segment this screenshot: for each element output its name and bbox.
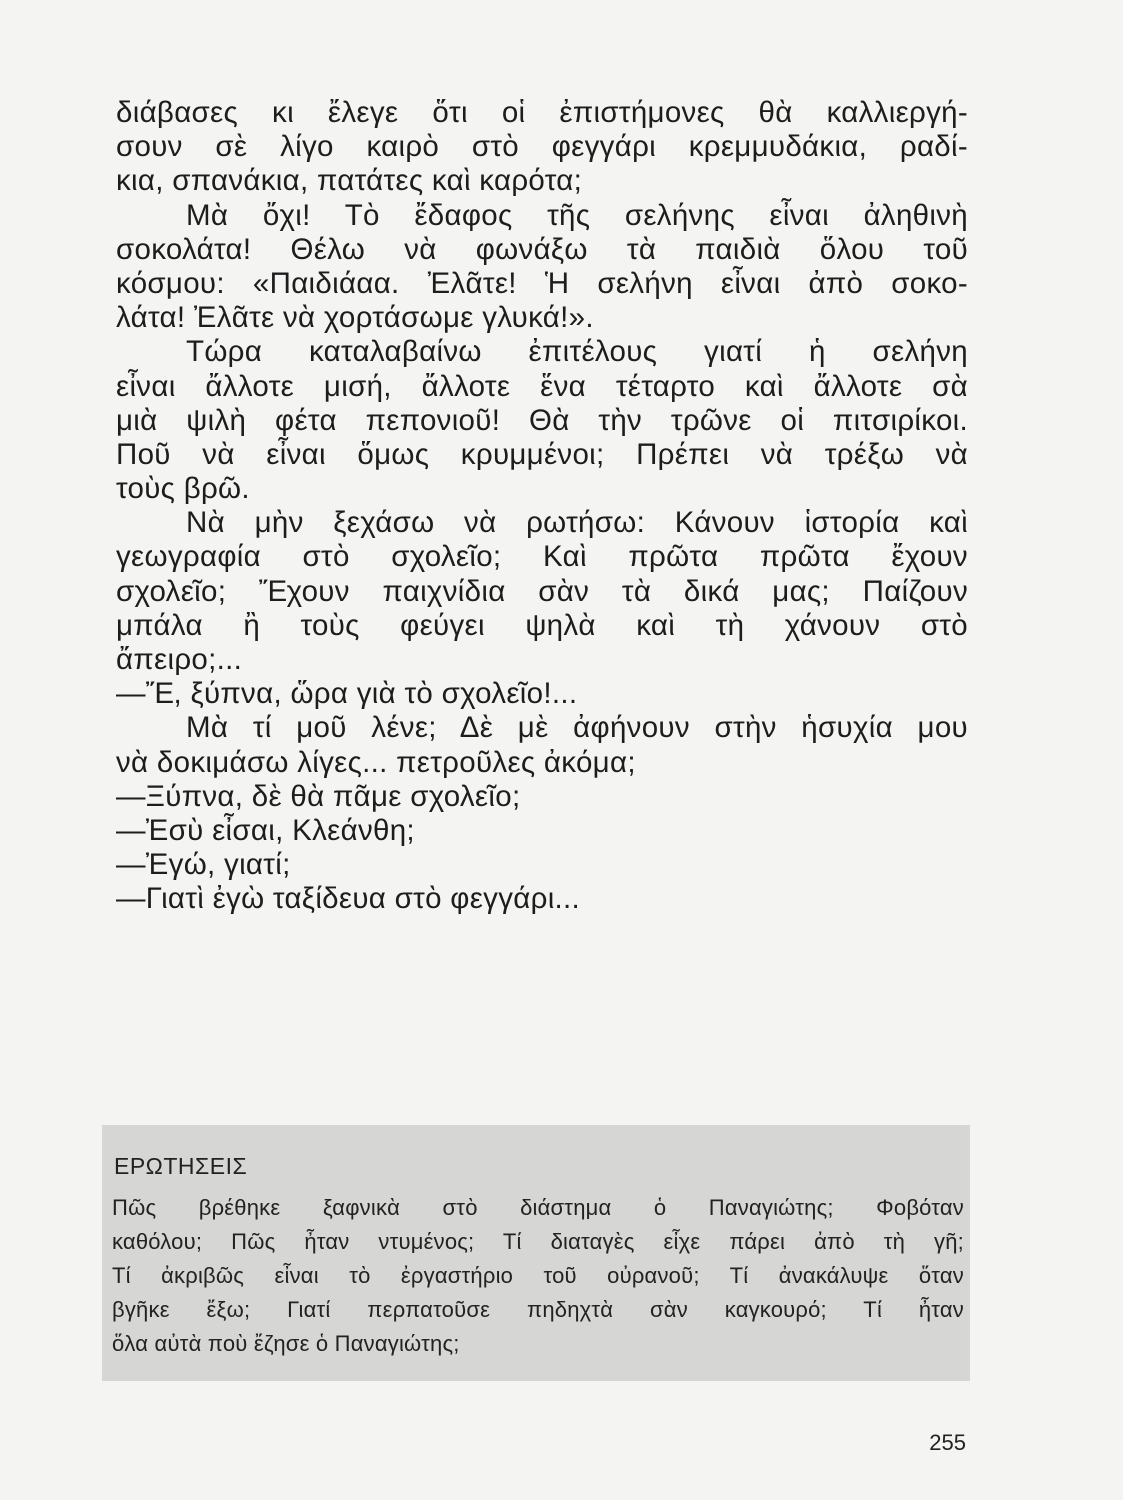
question-line: Πῶς βρέθηκε ξαφνικὰ στὸ διάστημα ὁ Παναγιώτης; Φοβόταν bbox=[112, 1195, 964, 1220]
text-line: σχολεῖο; Ἔχουν παιχνίδια σὰν τὰ δικά μας; Παίζουν bbox=[116, 574, 968, 608]
page-number: 255 bbox=[929, 1430, 966, 1455]
text-line: λάτα! Ἐλᾶτε νὰ χορτάσωμε γλυκά!». bbox=[116, 301, 594, 335]
text-line: νὰ δοκιμάσω λίγες... πετροῦλες ἀκόμα; bbox=[116, 745, 636, 779]
question-line: Τί ἀκριβῶς εἶναι τὸ ἐργαστήριο τοῦ οὐρανοῦ; Τί ἀνακάλυψε ὅταν bbox=[112, 1263, 964, 1288]
text-line: ἄπειρο;... bbox=[116, 643, 243, 676]
text-line: —Ἐγώ, γιατί; bbox=[116, 848, 291, 882]
text-line: —Γιατὶ ἐγὼ ταξίδευα στὸ φεγγάρι... bbox=[116, 882, 581, 916]
text-line: γεωγραφία στὸ σχολεῖο; Καὶ πρῶτα πρῶτα ἔχουν bbox=[116, 540, 968, 574]
text-line: —Ξύπνα, δὲ θὰ πᾶμε σχολεῖο; bbox=[116, 779, 521, 813]
questions-box bbox=[102, 1125, 970, 1381]
text-line: διάβασες κι ἔλεγε ὅτι οἱ ἐπιστήμονες θὰ καλλιεργή- bbox=[116, 96, 968, 129]
question-line: καθόλου; Πῶς ἦταν ντυμένος; Τί διαταγὲς εἶχε πάρει ἀπὸ τὴ γῆ; bbox=[112, 1229, 964, 1254]
text-line: κόσμου: «Παιδιάαα. Ἐλᾶτε! Ἡ σελήνη εἶναι ἀπὸ σοκο- bbox=[116, 266, 968, 300]
text-line: —Ἔ, ξύπνα, ὥρα γιὰ τὸ σχολεῖο!... bbox=[116, 677, 578, 711]
questions-heading: ΕΡΩΤΗΣΕΙΣ bbox=[114, 1153, 248, 1179]
text-line: κια, σπανάκια, πατάτες καὶ καρότα; bbox=[116, 164, 583, 198]
questions-body bbox=[112, 1191, 964, 1361]
text-line: Ποῦ νὰ εἶναι ὅμως κρυμμένοι; Πρέπει νὰ τρέξω νὰ bbox=[116, 437, 968, 471]
main-text bbox=[116, 96, 968, 917]
question-line: ὅλα αὐτὰ ποὺ ἔζησε ὁ Παναγιώτης; bbox=[112, 1331, 460, 1356]
text-line: μπάλα ἢ τοὺς φεύγει ψηλὰ καὶ τὴ χάνουν στὸ bbox=[116, 608, 968, 642]
text-line: σοκολάτα! Θέλω νὰ φωνάξω τὰ παιδιὰ ὅλου τοῦ bbox=[116, 232, 968, 266]
text-line: Μὰ τί μοῦ λένε; Δὲ μὲ ἀφήνουν στὴν ἡσυχία μου bbox=[186, 711, 968, 745]
text-line: Μὰ ὄχι! Τὸ ἔδαφος τῆς σελήνης εἶναι ἀληθινὴ bbox=[186, 198, 968, 232]
text-line: εἶναι ἄλλοτε μισή, ἄλλοτε ἕνα τέταρτο καὶ ἄλλοτε σὰ bbox=[116, 369, 968, 403]
text-line: —Ἐσὺ εἶσαι, Κλεάνθη; bbox=[116, 813, 415, 847]
text-line: τοὺς βρῶ. bbox=[116, 472, 250, 506]
text-line: Τώρα καταλαβαίνω ἐπιτέλους γιατί ἡ σελήνη bbox=[186, 335, 968, 369]
text-line: Νὰ μὴν ξεχάσω νὰ ρωτήσω: Κάνουν ἱστορία καὶ bbox=[186, 506, 968, 540]
text-line: σουν σὲ λίγο καιρὸ στὸ φεγγάρι κρεμμυδάκια, ραδί- bbox=[116, 130, 968, 164]
text-line: μιὰ ψιλὴ φέτα πεπονιοῦ! Θὰ τὴν τρῶνε οἱ πιτσιρίκοι. bbox=[116, 403, 968, 437]
question-line: βγῆκε ἔξω; Γιατί περπατοῦσε πηδηχτὰ σὰν καγκουρό; Τί ἦταν bbox=[112, 1297, 964, 1322]
